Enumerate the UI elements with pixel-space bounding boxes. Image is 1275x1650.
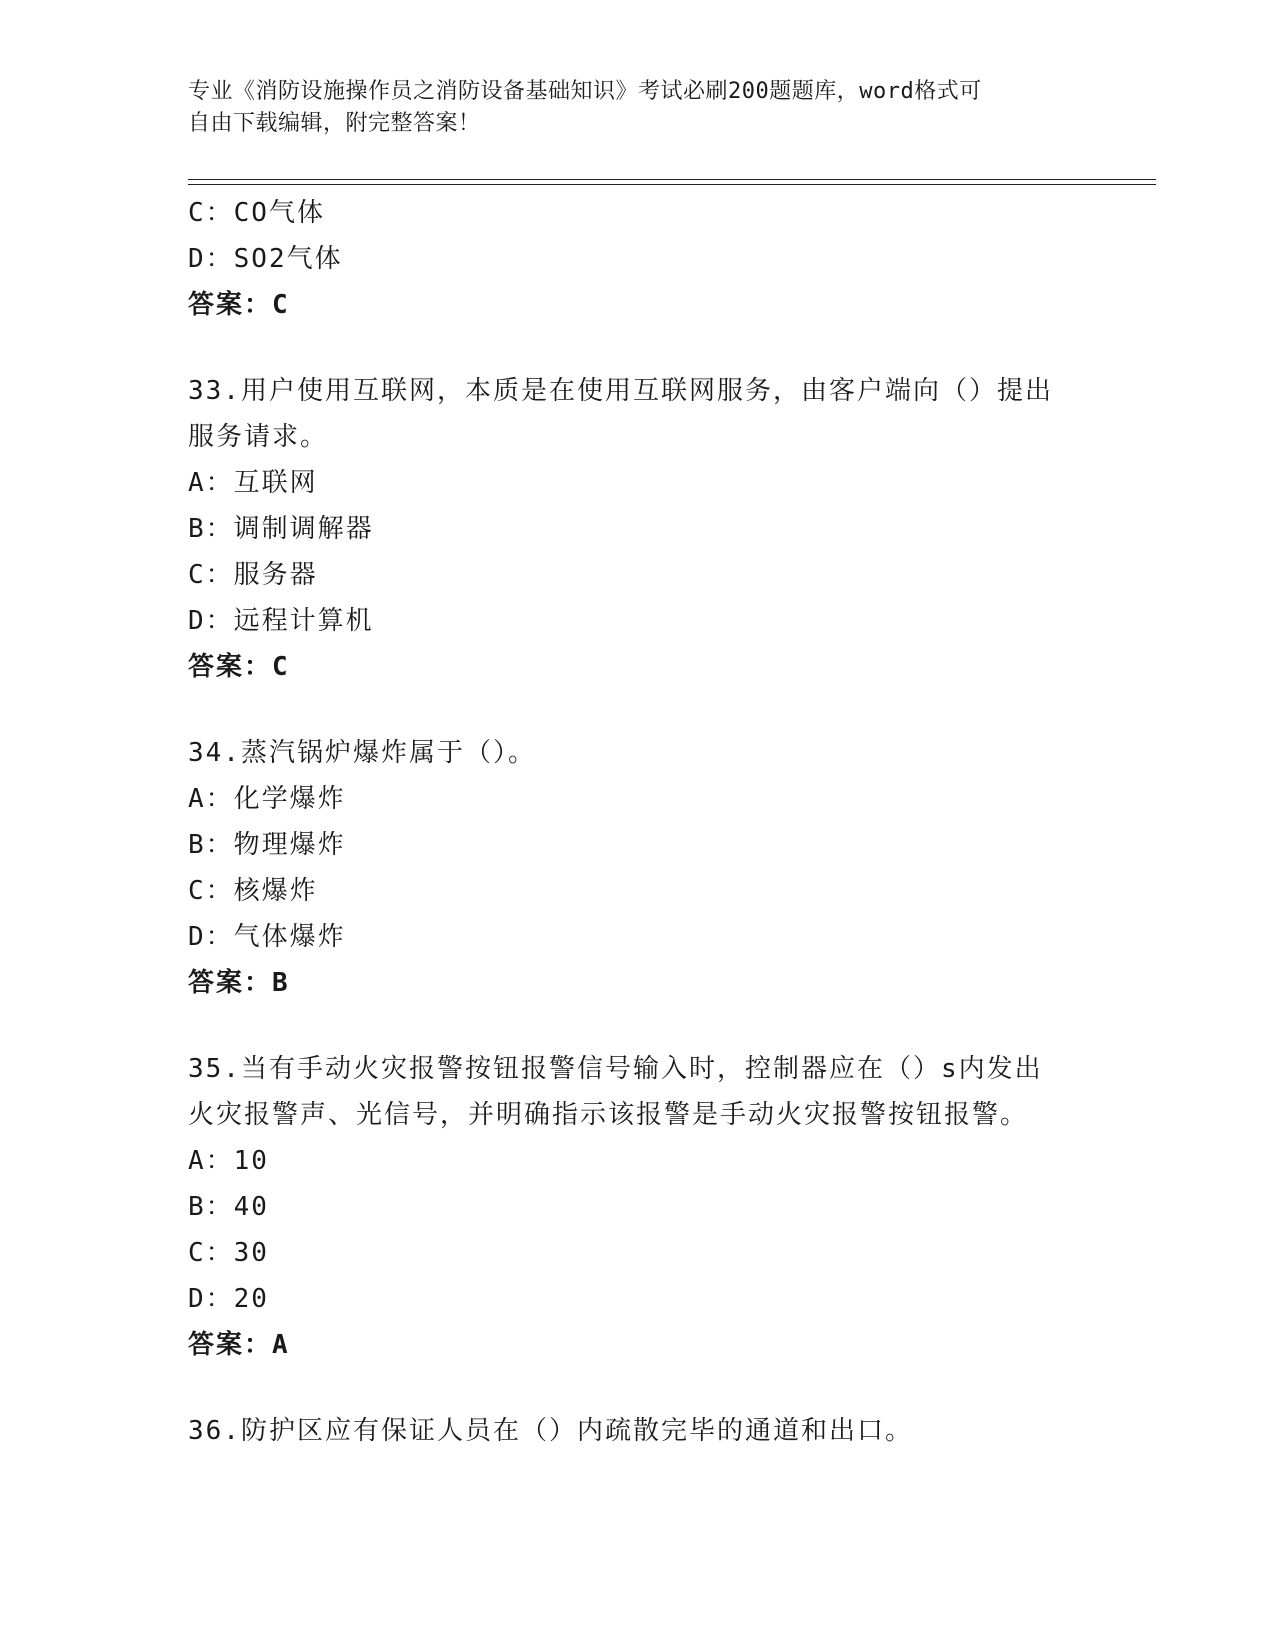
option-d: D：气体爆炸 xyxy=(188,922,346,952)
option-c: C：核爆炸 xyxy=(188,876,318,906)
question-34 xyxy=(188,730,1088,1006)
option-b: B：40 xyxy=(188,1192,269,1222)
header-line-2: 自由下载编辑，附完整答案！ xyxy=(188,111,481,136)
answer-line: 答案：B xyxy=(188,968,290,998)
option-a: A：化学爆炸 xyxy=(188,784,346,814)
option-c: C：服务器 xyxy=(188,560,318,590)
spacer xyxy=(188,328,1088,368)
option-d: D：20 xyxy=(188,1284,269,1314)
question-stem: 35.当有手动火灾报警按钮报警信号输入时，控制器应在（）s内发出 xyxy=(188,1054,1043,1084)
question-stem-continued: 火灾报警声、光信号，并明确指示该报警是手动火灾报警按钮报警。 xyxy=(188,1100,1029,1130)
header-rule-bottom xyxy=(188,184,1156,185)
spacer xyxy=(188,1006,1088,1046)
option-b: B：物理爆炸 xyxy=(188,830,346,860)
answer-line: 答案：C xyxy=(188,652,290,682)
question-32-continued xyxy=(188,190,1088,328)
question-list xyxy=(188,190,1088,1454)
option-c: C：30 xyxy=(188,1238,269,1268)
spacer xyxy=(188,1368,1088,1408)
answer-line: 答案：A xyxy=(188,1330,290,1360)
answer-line: 答案：C xyxy=(188,290,290,320)
option-c: C：CO气体 xyxy=(188,198,325,228)
question-stem: 36.防护区应有保证人员在（）内疏散完毕的通道和出口。 xyxy=(188,1416,913,1446)
question-36 xyxy=(188,1408,1088,1454)
question-stem: 33.用户使用互联网，本质是在使用互联网服务，由客户端向（）提出 xyxy=(188,376,1053,406)
option-b: B：调制调解器 xyxy=(188,514,374,544)
spacer xyxy=(188,690,1088,730)
option-d: D：SO2气体 xyxy=(188,244,343,274)
document-header xyxy=(188,76,1088,140)
option-a: A：互联网 xyxy=(188,468,318,498)
option-a: A：10 xyxy=(188,1146,269,1176)
question-stem: 34.蒸汽锅炉爆炸属于（）。 xyxy=(188,738,536,768)
question-33 xyxy=(188,368,1088,690)
option-d: D：远程计算机 xyxy=(188,606,374,636)
question-35 xyxy=(188,1046,1088,1368)
header-rule-top xyxy=(188,179,1156,180)
question-stem-continued: 服务请求。 xyxy=(188,422,329,452)
header-line-1: 专业《消防设施操作员之消防设备基础知识》考试必刷200题题库，word格式可 xyxy=(188,79,982,104)
